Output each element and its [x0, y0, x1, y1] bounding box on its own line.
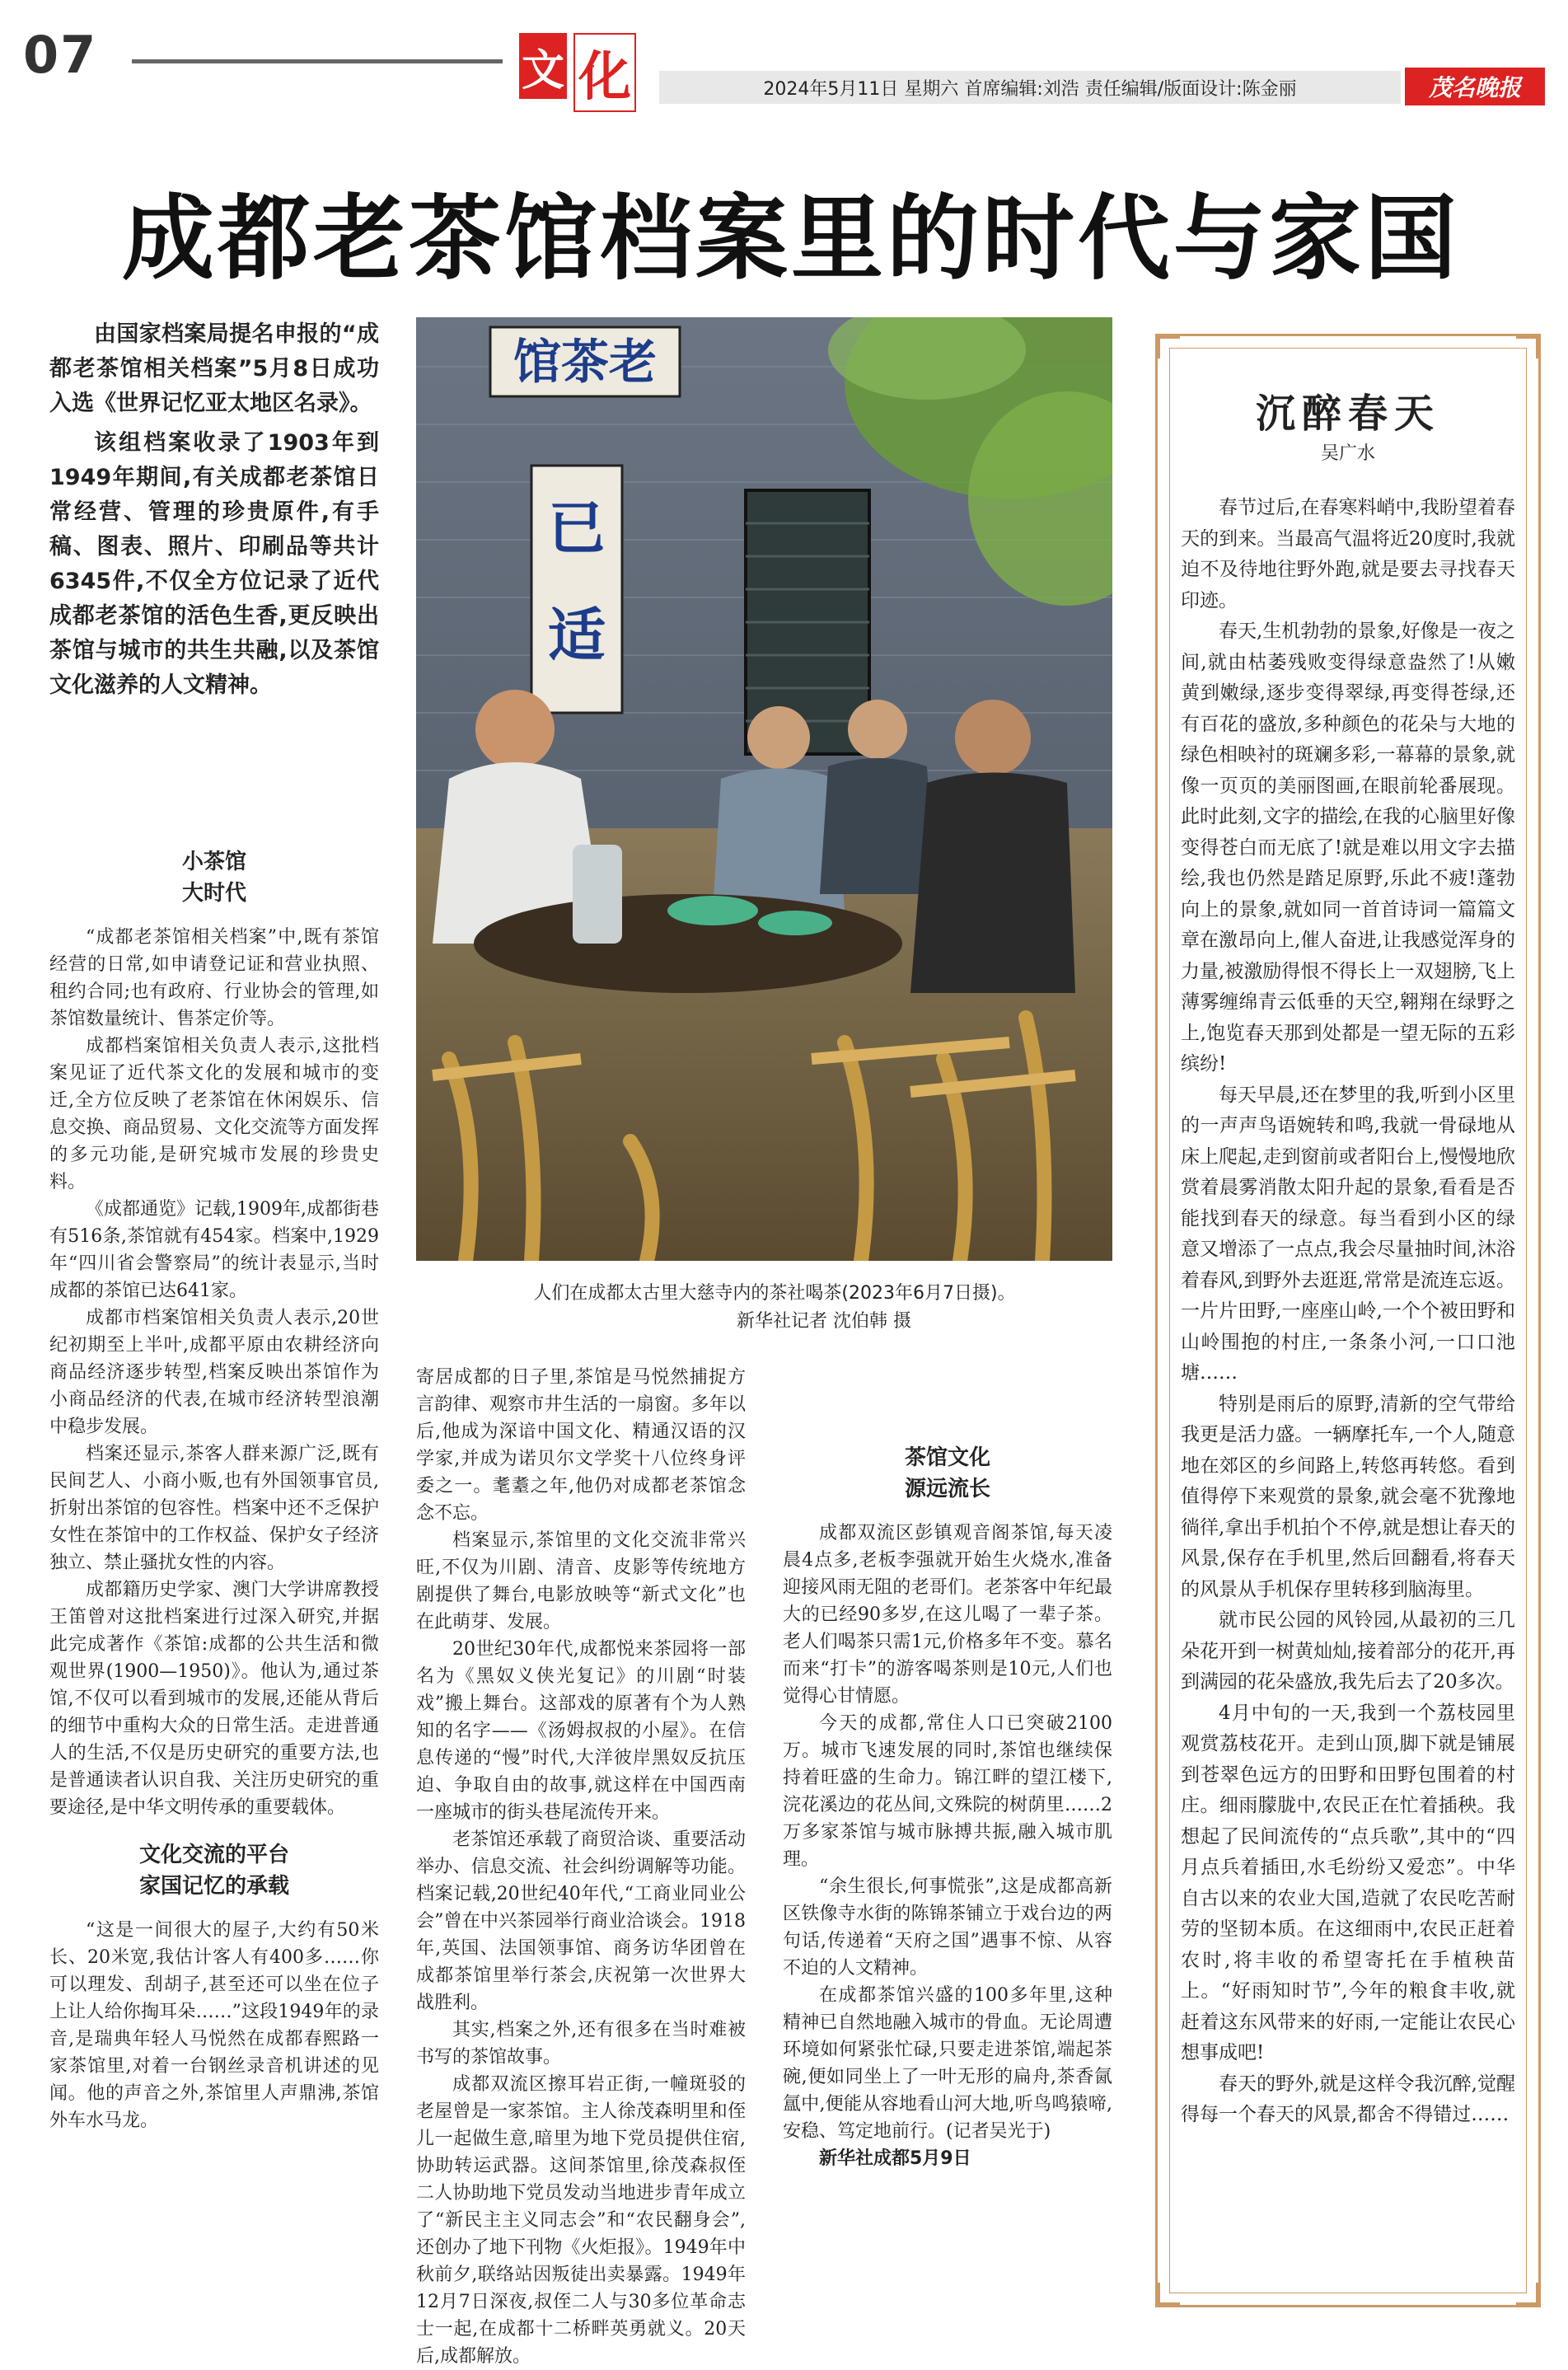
frame-corner [1155, 2283, 1180, 2307]
sign-side-text-1: 已 [548, 494, 606, 562]
paragraph: 成都双流区彭镇观音阁茶馆,每天凌晨4点多,老板李强就开始生火烧水,准备迎接风雨无阻的老哥们。老茶客中年纪最大的已经90多岁,在这儿喝了一辈子茶。老人们喝茶只需1元,价格多年不变。慕名而来“打卡”的游客喝茶则是10元,人们也觉得心甘情愿。 [783, 1523, 1112, 1707]
newspaper-logo: 茂名晚报 [1405, 68, 1545, 105]
paragraph: 寄居成都的日子里,茶馆是马悦然捕捉方言韵律、观察市井生活的一扇窗。多年以后,他成为深谙中国文化、精通汉语的汉学家,并成为诺贝尔文学奖十八位终身评委之一。耄耋之年,他仍对成都老茶馆念念不忘。 [416, 1367, 746, 1524]
article-column-2 [416, 1364, 746, 2370]
paragraph: 成都档案馆相关负责人表示,这批档案见证了近代茶文化的发展和城市的变迁,全方位反映了老茶馆在休闲娱乐、信息交换、商品贸易、文化交流等方面发挥的多元功能,是研究城市发展的珍贵史料。 [49, 1036, 379, 1192]
paragraph: 《成都通览》记载,1909年,成都街巷有516条,茶馆就有454家。档案中,1929年“四川省会警察局”的统计表显示,当时成都的茶馆已达641家。 [49, 1199, 379, 1301]
sidebar-essay [1155, 334, 1541, 2307]
header-rule [132, 59, 503, 63]
section-heading: 小茶馆 大时代 [181, 850, 246, 906]
paragraph: 其实,档案之外,还有很多在当时难被书写的茶馆故事。 [416, 2020, 746, 2068]
paragraph: 春天的野外,就是这样令我沉醉,觉醒得每一个春天的风景,都舍不得错过…… [1181, 2073, 1515, 2125]
paragraph: 20世纪30年代,成都悦来茶园将一部名为《黑奴义侠光复记》的川剧“时装戏”搬上舞台。这部戏的原著有个为人熟知的名字——《汤姆叔叔的小屋》。在信息传递的“慢”时代,大洋彼岸黑奴反抗压迫、争取自由的故事,就这样在中国西南一座城市的街头巷尾流传开来。 [416, 1639, 746, 1823]
paragraph: 今天的成都,常住人口已突破2100万。城市飞速发展的同时,茶馆也继续保持着旺盛的生命力。锦江畔的望江楼下,浣花溪边的花丛间,文殊院的树荫里……2万多家茶馆与城市脉搏共振,融入城市肌理。 [783, 1713, 1112, 1870]
paragraph: 老茶馆还承载了商贸洽谈、重要活动举办、信息交流、社会纠纷调解等功能。档案记载,20世纪40年代,“工商业同业公会”曾在中兴茶园举行商业洽谈会。1918年,英国、法国领事馆、商务访华团曾在成都茶馆里举行茶会,庆祝第一次世界大战胜利。 [416, 1829, 746, 2013]
paragraph: “成都老茶馆相关档案”中,既有茶馆经营的日常,如申请登记证和营业执照、租约合同;也有政府、行业协会的管理,如茶馆数量统计、售茶定价等。 [49, 927, 379, 1029]
headline: 成都老茶馆档案里的时代与家国 [122, 185, 1460, 293]
paragraph: 成都籍历史学家、澳门大学讲席教授王笛曾对这批档案进行过深入研究,并据此完成著作《茶馆:成都的公共生活和微观世界(1900—1950)》。他认为,通过茶馆,不仅可以看到城市的发展,还能从背后的细节中重构大众的日常生活。走进普通人的生活,不仅是历史研究的重要方法,也是普通读者认识自我、关注历史研究的重要途径,是中华文明传承的重要载体。 [49, 1580, 379, 1818]
dateline: 2024年5月11日 星期六 首席编辑:刘浩 责任编辑/版面设计:陈金丽 [659, 71, 1401, 104]
paragraph: “余生很长,何事慌张”,这是成都高新区铁像寺水街的陈锦茶铺立于戏台边的两句话,传递着“天府之国”遇事不惊、从容不迫的人文精神。 [783, 1876, 1112, 1979]
paragraph: 在成都茶馆兴盛的100多年里,这种精神已自然地融入城市的骨血。无论周遭环境如何紧张忙碌,只要走进茶馆,端起茶碗,便如同坐上了一叶无形的扁舟,茶香氤氲中,便能从容地看山河大地,听鸟鸣猿啼,安稳、笃定地前行。(记者吴光于) [783, 1985, 1112, 2142]
paragraph: 春节过后,在春寒料峭中,我盼望着春天的到来。当最高气温将近20度时,我就迫不及待地往野外跑,就是要去寻找春天印迹。 [1181, 497, 1515, 611]
paragraph: 档案显示,茶馆里的文化交流非常兴旺,不仅为川剧、清音、皮影等传统地方剧提供了舞台,电影放映等“新式文化”也在此萌芽、发展。 [416, 1530, 746, 1632]
paragraph: 每天早晨,还在梦里的我,听到小区里的一声声鸟语婉转和鸣,我就一骨碌地从床上爬起,走到窗前或者阳台上,慢慢地欣赏着晨雾消散太阳升起的景象,看看是否能找到春天的绿意。每当看到小区的绿意又增添了一点点,我会尽量抽时间,沐浴着春风,到野外去逛逛,常常是流连忘返。一片片田野,一座座山岭,一个个被田野和山岭围抱的村庄,一条条小河,一口口池塘…… [1181, 1084, 1515, 1384]
article-column-3 [783, 1364, 1112, 2172]
sidebar-author: 吴广水 [1320, 443, 1375, 464]
frame-corner [1155, 334, 1180, 358]
paragraph: 成都市档案馆相关负责人表示,20世纪初期至上半叶,成都平原由农耕经济向商品经济逐步转型,档案反映出茶馆作为小商品经济的代表,在城市经济转型浪潮中稳步发展。 [49, 1308, 379, 1437]
section-heading: 文化交流的平台 家国记忆的承载 [138, 1843, 289, 1899]
sign-top-text: 馆茶老 [513, 334, 658, 390]
paragraph: 4月中旬的一天,我到一个荔枝园里观赏荔枝花开。走到山顶,脚下就是铺展到苍翠色远方的田野和田野包围着的村庄。细雨朦胧中,农民正在忙着插秧。我想起了民间流传的“点兵歌”,其中的“四月点兵着插田,水毛纷纷又爱恋”。中华自古以来的农业大国,造就了农民吃苦耐劳的坚韧本质。在这细雨中,农民正赶着农时,将丰收的希望寄托在手植秧苗上。“好雨知时节”,今年的粮食丰收,就赶着这东风带来的好雨,一定能让农民心想事成吧! [1181, 1702, 1515, 2063]
paragraph: 春天,生机勃勃的景象,好像是一夜之间,就由枯萎残败变得绿意盎然了!从嫩黄到嫩绿,逐步变得翠绿,再变得苍绿,还有百花的盛放,多种颜色的花朵与大地的绿色相映衬的斑斓多彩,一幕幕的景象,就像一页页的美丽图画,在眼前轮番展现。此时此刻,文字的描绘,在我的心脑里好像变得苍白而无底了!就是难以用文字去描绘,我也仍然是踏足原野,乐此不疲!蓬勃向上的景象,就如同一首首诗词一篇篇文章在激昂向上,催人奋进,让我感觉浑身的力量,被激励得恨不得长上一双翅膀,飞上薄雾缠绵青云低垂的天空,翱翔在绿野之上,饱览春天那到处都是一望无际的五彩缤纷! [1181, 621, 1515, 1075]
lead-paragraph: 该组档案收录了1903年到1949年期间,有关成都老茶馆日常经营、管理的珍贵原件,有手稿、图表、照片、印刷品等共计6345件,不仅全方位记录了近代成都老茶馆的活色生香,更反映出茶馆与城市的共生共融,以及茶馆文化滋养的人文精神。 [49, 430, 379, 698]
section-label-2: 化 [573, 33, 636, 112]
lead-paragraphs [49, 317, 379, 705]
paragraph: “这是一间很大的屋子,大约有50米长、20米宽,我估计客人有400多……你可以理发、刮胡子,甚至还可以坐在位子上让人给你掏耳朵……”这段1949年的录音,是瑞典年轻人马悦然在成都春熙路一家茶馆里,对着一台钢丝录音机讲述的见闻。他的声音之外,茶馆里人声鼎沸,茶馆外车水马龙。 [49, 1920, 379, 2131]
paragraph: 档案还显示,茶客人群来源广泛,既有民间艺人、小商小贩,也有外国领事官员,折射出茶馆的包容性。档案中还不乏保护女性在茶馆中的工作权益、保护女子经济独立、禁止骚扰女性的内容。 [49, 1444, 379, 1573]
photo-illustration [416, 317, 1112, 1261]
sign-side-text-2: 适 [548, 601, 606, 669]
lead-paragraph: 由国家档案局提名申报的“成都老茶馆相关档案”5月8日成功入选《世界记忆亚太地区名录》。 [49, 321, 379, 416]
frame-corner [1516, 2283, 1541, 2307]
sidebar-text [1181, 493, 1515, 2131]
page-number: 07 [23, 25, 98, 85]
photo-caption: 人们在成都太古里大慈寺内的茶社喝茶(2023年6月7日摄)。 新华社记者 沈伯韩 摄 [533, 1283, 1016, 1332]
paragraph: 成都双流区擦耳岩正街,一幢斑驳的老屋曾是一家茶馆。主人徐茂森明里和侄儿一起做生意,暗里为地下党员提供住宿,协助转运武器。这间茶馆里,徐茂森叔侄二人协助地下党员发动当地进步青年成立了“新民主主义同志会”和“农民翻身会”,还创办了地下刊物《火炬报》。1949年中秋前夕,联络站因叛徒出卖暴露。1949年12月7日深夜,叔侄二人与30多位革命志士一起,在成都十二桥畔英勇就义。20天后,成都解放。 [416, 2074, 746, 2367]
paragraph: 就市民公园的风铃园,从最初的三几朵花开到一树黄灿灿,接着部分的花开,再到满园的花朵盛放,我先后去了20多次。 [1181, 1609, 1515, 1693]
frame-corner [1516, 334, 1541, 358]
section-heading: 茶馆文化 源远流长 [904, 1445, 990, 1501]
sidebar-title: 沉醉春天 [1255, 391, 1440, 437]
paragraph: 特别是雨后的原野,清新的空气带给我更是活力盛。一辆摩托车,一个人,随意地在郊区的乡间路上,转悠再转悠。看到值得停下来观赏的景象,就会毫不犹豫地徜徉,拿出手机拍个不停,就是想让春天的风景,保存在手机里,然后回翻看,将春天的风景从手机保存里转移到脑海里。 [1181, 1393, 1515, 1600]
section-label-1: 文 [519, 33, 567, 99]
article-column-1 [49, 836, 379, 2134]
article-dateline: 新华社成都5月9日 [819, 2148, 971, 2169]
tea-house-photo [416, 317, 1112, 1261]
